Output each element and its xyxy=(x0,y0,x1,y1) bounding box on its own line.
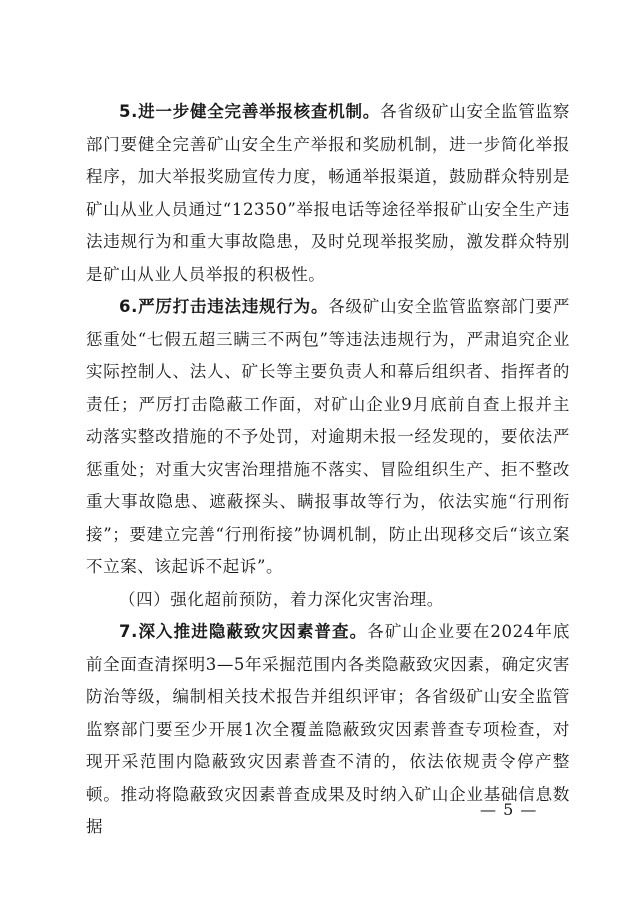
document-page xyxy=(86,96,570,844)
page-number: — 5 — xyxy=(480,800,538,819)
paragraph-item-6 xyxy=(86,291,570,584)
item-6-body: 各级矿山安全监管监察部门要严惩重处“七假五超三瞒三不两包”等违法违规行为，严肃追究企业实际控制人、法人、矿长等主要负责人和幕后组织者、指挥者的责任；严厉打击隐蔽工作面，对矿山企业9月底前自查上报并主动落实整改措施的不予处罚，对逾期未报一经发现的，要依法严惩重处；对重大灾害治理措施不落实、冒险组织生产、拒不整改重大事故隐患、遮蔽探头、瞒报事故等行为，依法实施“行刑衔接”；要建立完善“行刑衔接”协调机制，防止出现移交后“该立案不立案、该起诉不起诉”。 xyxy=(86,297,570,576)
section-4-heading: （四）强化超前预防，着力深化灾害治理。 xyxy=(119,589,444,609)
item-7-heading: 7.深入推进隐蔽致灾因素普查。 xyxy=(119,622,368,641)
item-5-body: 各省级矿山安全监管监察部门要健全完善矿山安全生产举报和奖励机制，进一步简化举报程序，加大举报奖励宣传力度，畅通举报渠道，鼓励群众特别是矿山从业人员通过“12350”举报电话等途径举报矿山安全生产违法违规行为和重大事故隐患，及时兑现举报奖励，激发群众特别是矿山从业人员举报的积极性。 xyxy=(86,102,570,284)
item-5-heading: 5.进一步健全完善举报核查机制。 xyxy=(119,102,381,121)
item-7-body: 各矿山企业要在2024年底前全面查清探明3—5年采掘范围内各类隐蔽致灾因素，确定灾害防治等级，编制相关技术报告并组织评审；各省级矿山安全监管监察部门要至少开展1次全覆盖隐蔽致灾因素普查专项检查，对现开采范围内隐蔽致灾因素普查不清的，依法依规责令停产整顿。推动将隐蔽致灾因素普查成果及时纳入矿山企业基础信息数据 xyxy=(86,622,571,836)
paragraph-item-5 xyxy=(86,96,570,291)
item-6-heading: 6.严厉打击违法违规行为。 xyxy=(119,297,329,316)
